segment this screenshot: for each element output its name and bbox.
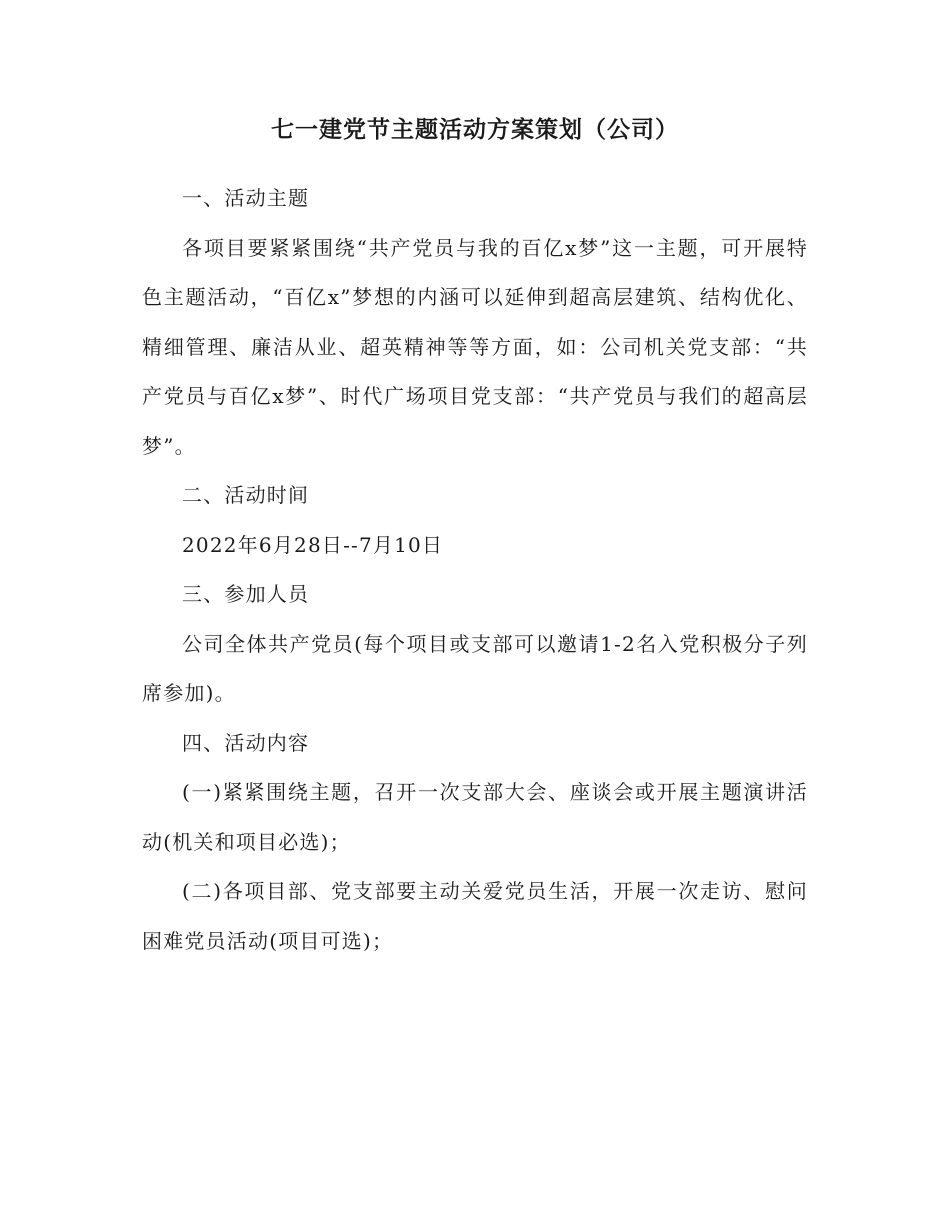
section-paragraph: (二)各项目部、党支部要主动关爱党员生活，开展一次走访、慰问困难党员活动(项目可选)； [142,879,808,953]
section-paragraph: 2022年6月28日--7月10日 [182,532,444,557]
section-time [142,471,808,570]
section-participants [142,570,808,719]
section-paragraph: 各项目要紧紧围绕“共产党员与我的百亿x梦”这一主题，可开展特色主题活动，“百亿x”梦想的内涵可以延伸到超高层建筑、结构优化、精细管理、廉洁从业、超英精神等等方面，如：公司机关党支部：“共产党员与百亿x梦”、时代广场项目党支部：“共产党员与我们的超高层梦”。 [142,235,808,458]
document-title: 七一建党节主题活动方案策划（公司） [271,116,679,143]
section-heading: 四、活动内容 [182,730,310,755]
section-paragraph: (一)紧紧围绕主题，召开一次支部大会、座谈会或开展主题演讲活动(机关和项目必选)； [142,780,808,854]
section-heading: 一、活动主题 [182,186,310,210]
section-heading: 三、参加人员 [182,582,310,606]
section-paragraph: 公司全体共产党员(每个项目或支部可以邀请1-2名入党积极分子列席参加)。 [142,631,808,705]
section-content [142,719,808,967]
section-heading: 二、活动时间 [182,483,310,507]
section-theme [142,174,808,471]
